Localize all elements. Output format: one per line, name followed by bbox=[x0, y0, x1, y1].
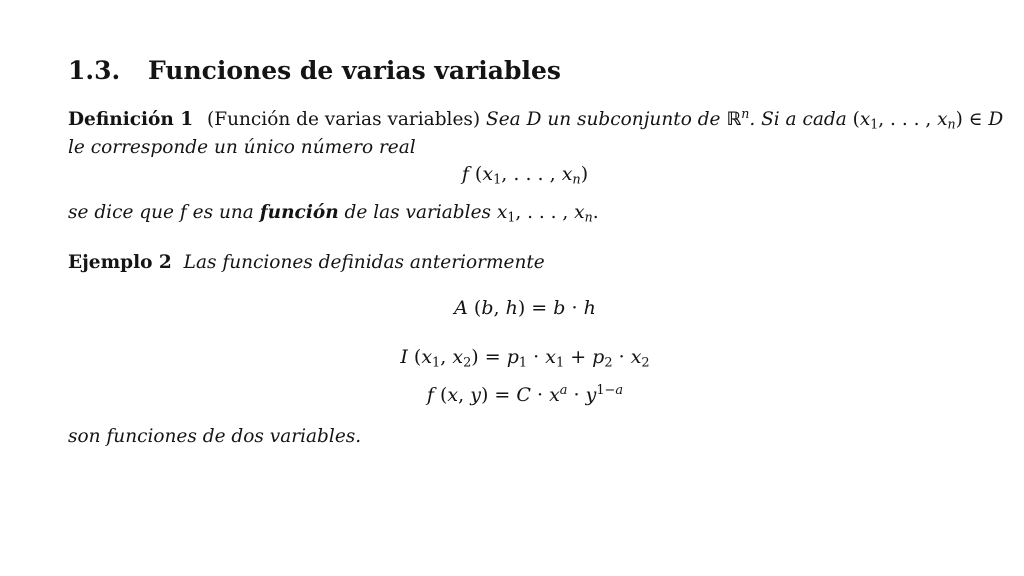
definition-label: Definición 1 bbox=[68, 109, 194, 130]
definition-line-2: le corresponde un único número real bbox=[68, 137, 416, 158]
definition-text: se dice que bbox=[68, 202, 174, 223]
math-tuple-in-D: ($x_1$, . . . , $x_n$) ∈ D bbox=[852, 109, 1004, 132]
definition-text: un subconjunto de bbox=[547, 109, 721, 130]
section-number: 1.3. bbox=[68, 56, 121, 85]
equation-cobb-douglas: f (x, $y) = C \cdot x^a \cdot y^{1-a}$ bbox=[426, 382, 624, 406]
definition-conclusion bbox=[68, 202, 599, 223]
definition-text: . Si a cada bbox=[749, 109, 847, 130]
definition-line-1 bbox=[68, 106, 1004, 132]
equation-f: f ($x_1$, . . . , $x_n$) bbox=[461, 163, 589, 188]
example-line bbox=[68, 252, 545, 273]
math-f: f bbox=[179, 202, 187, 223]
definition-title: (Función de varias variables) bbox=[207, 109, 481, 130]
definition-text: de las variables bbox=[344, 202, 492, 223]
example-closing: son funciones de dos variables. bbox=[68, 426, 362, 447]
equation-area: A (b, h) = b · h bbox=[454, 297, 596, 319]
math-variables: $x_1$, . . . , $x_n$. bbox=[496, 202, 599, 225]
example-label: Ejemplo 2 bbox=[68, 252, 172, 273]
math-D: D bbox=[526, 109, 542, 130]
definition-text: Sea bbox=[486, 109, 521, 130]
equation-income: I ($x_1$, $x_2) = p_1 \cdot x_1 + p_2 \cdot x_2$ bbox=[400, 346, 650, 371]
emphasis-funcion: función bbox=[259, 202, 339, 223]
example-intro: Las funciones definidas anteriormente bbox=[183, 252, 545, 273]
definition-text: es una bbox=[192, 202, 254, 223]
section-heading bbox=[68, 56, 561, 85]
math-Rn: ℝ$^n$ bbox=[726, 106, 750, 130]
section-title: Funciones de varias variables bbox=[148, 56, 561, 85]
